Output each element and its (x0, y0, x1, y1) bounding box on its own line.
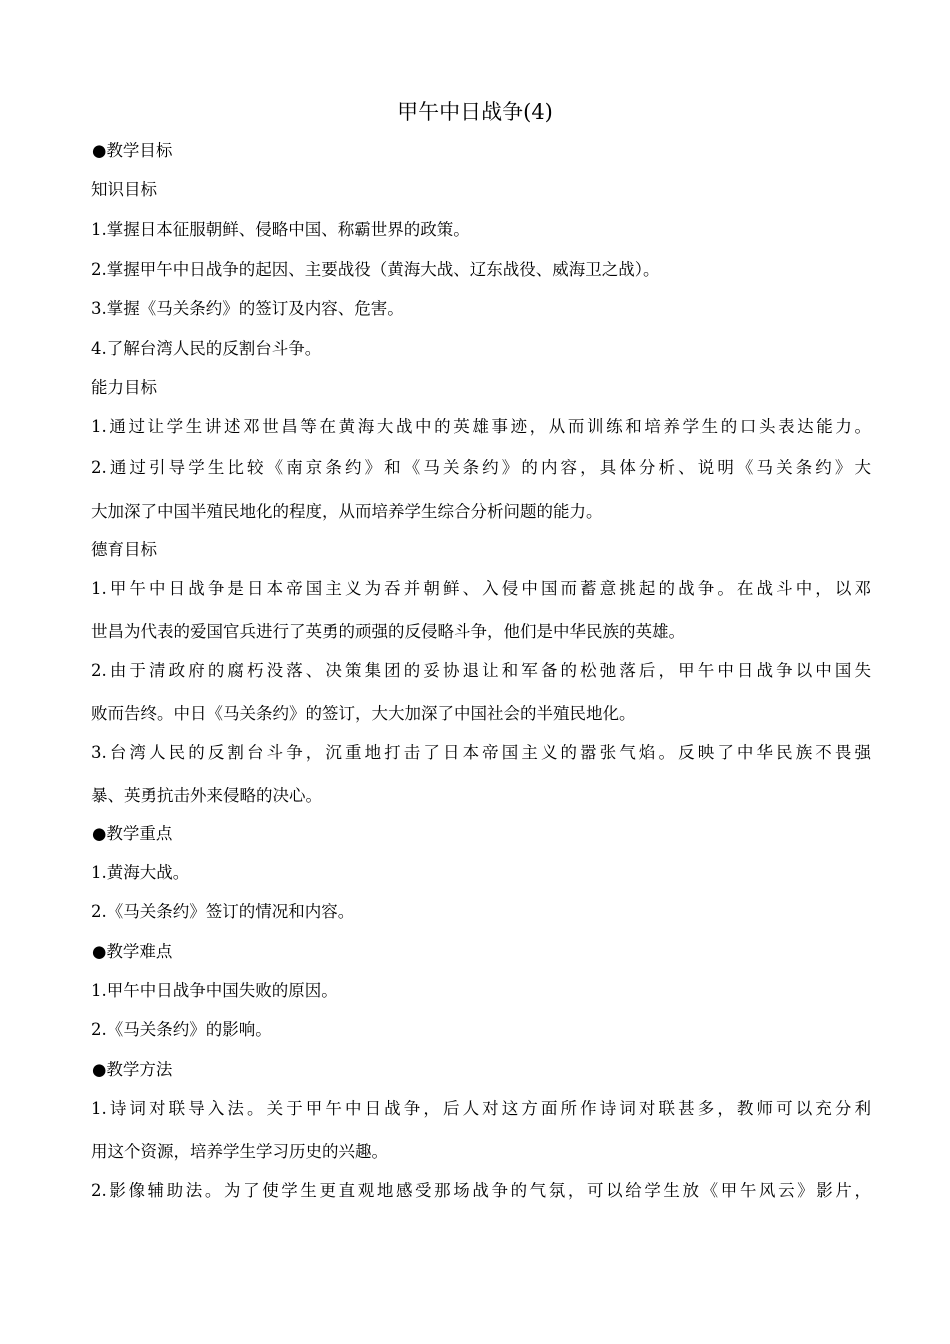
moral-goal-2-line-2: 败而告终。中日《马关条约》的签订，大大加深了中国社会的半殖民地化。 (91, 704, 636, 723)
moral-goals-heading: 德育目标 (91, 540, 157, 559)
page-title: 甲午中日战争(4) (397, 100, 553, 124)
moral-goal-3-line-2: 暴、英勇抗击外来侵略的决心。 (91, 786, 322, 805)
ability-goals-heading: 能力目标 (91, 378, 157, 397)
teaching-goals-heading: ●教学目标 (92, 141, 173, 160)
moral-goal-2-line-1: 2.由于清政府的腐朽没落、决策集团的妥协退让和军备的松弛落后，甲午中日战争以中国失 (91, 661, 871, 680)
moral-goal-1-line-1: 1.甲午中日战争是日本帝国主义为吞并朝鲜、入侵中国而蓄意挑起的战争。在战斗中，以邓 (91, 579, 871, 598)
method-1-line-2: 用这个资源，培养学生学习历史的兴趣。 (91, 1142, 388, 1161)
key-point-2: 2.《马关条约》签订的情况和内容。 (91, 902, 355, 921)
ability-goal-2-line-1: 2.通过引导学生比较《南京条约》和《马关条约》的内容，具体分析、说明《马关条约》大 (91, 458, 871, 477)
knowledge-goal-3: 3.掌握《马关条约》的签订及内容、危害。 (91, 299, 404, 318)
method-2-line-1: 2.影像辅助法。为了使学生更直观地感受那场战争的气氛，可以给学生放《甲午风云》影片， (91, 1181, 871, 1200)
knowledge-goal-2: 2.掌握甲午中日战争的起因、主要战役（黄海大战、辽东战役、威海卫之战）。 (91, 260, 660, 279)
difficulty-2: 2.《马关条约》的影响。 (91, 1020, 272, 1039)
difficulty-1: 1.甲午中日战争中国失败的原因。 (91, 981, 338, 1000)
teaching-key-points-heading: ●教学重点 (92, 824, 173, 843)
knowledge-goals-heading: 知识目标 (91, 180, 157, 199)
teaching-methods-heading: ●教学方法 (92, 1060, 173, 1079)
method-1-line-1: 1.诗词对联导入法。关于甲午中日战争，后人对这方面所作诗词对联甚多，教师可以充分利 (91, 1099, 871, 1118)
knowledge-goal-1: 1.掌握日本征服朝鲜、侵略中国、称霸世界的政策。 (91, 220, 470, 239)
moral-goal-3-line-1: 3.台湾人民的反割台斗争，沉重地打击了日本帝国主义的嚣张气焰。反映了中华民族不畏强 (91, 743, 871, 762)
moral-goal-1-line-2: 世昌为代表的爱国官兵进行了英勇的顽强的反侵略斗争，他们是中华民族的英雄。 (91, 622, 685, 641)
knowledge-goal-4: 4.了解台湾人民的反割台斗争。 (91, 339, 322, 358)
ability-goal-1: 1.通过让学生讲述邓世昌等在黄海大战中的英雄事迹，从而训练和培养学生的口头表达能力。 (91, 417, 871, 436)
key-point-1: 1.黄海大战。 (91, 863, 190, 882)
ability-goal-2-line-2: 大加深了中国半殖民地化的程度，从而培养学生综合分析问题的能力。 (91, 502, 603, 521)
teaching-difficulties-heading: ●教学难点 (92, 942, 173, 961)
